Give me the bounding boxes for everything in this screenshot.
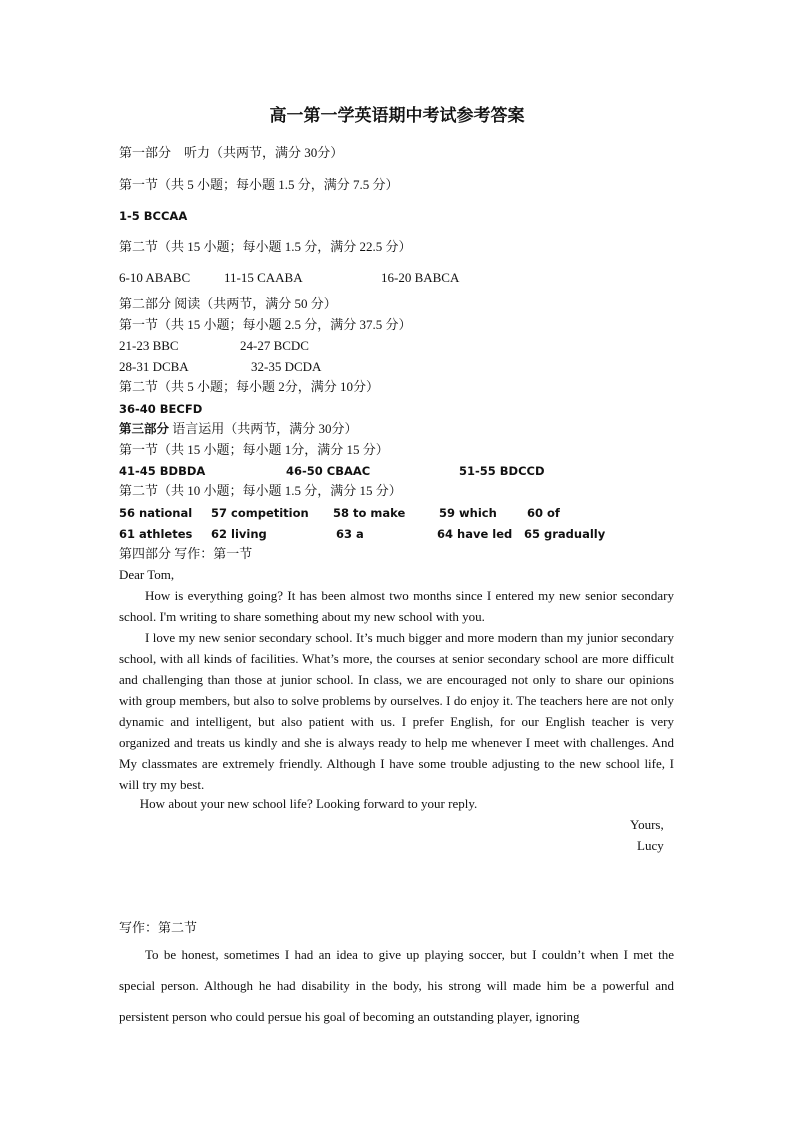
part3-sec1-heading: 第一节（共 15 小题；每小题 1分，满分 15 分）: [119, 442, 389, 457]
answer-62: 62 living: [211, 527, 267, 541]
part4-heading: 第四部分 写作：第一节: [119, 546, 253, 561]
answer-63: 63 a: [336, 527, 364, 541]
section2-heading: 写作：第二节: [119, 920, 198, 935]
letter-signature: Lucy: [637, 838, 664, 853]
part1-heading: 第一部分 听力（共两节，满分 30分）: [119, 145, 344, 160]
answer-60: 60 of: [527, 506, 560, 520]
letter-closing: Yours,: [630, 817, 664, 832]
answer-58: 58 to make: [333, 506, 406, 520]
answer-32-35: 32-35 DCDA: [251, 359, 322, 374]
answer-24-27: 24-27 BCDC: [240, 338, 309, 353]
document-title: 高一第一学英语期中考试参考答案: [269, 106, 525, 125]
letter-paragraph-2: I love my new senior secondary school. It’s much bigger and more modern than my junior secondary school, with all kinds of facilities. What’s more, the courses at senior secondary school are more difficult and challenging than those at junior school. In class, we are encouraged not only to share our opinions with group members, but also to solve problems by ourselves. I do enjoy it. The teachers here are not only dynamic and intelligent, but also patient with us. I prefer English, for our English teacher is very organized and treats us kindly and she is always ready to help me whenever I meet with challenges. And My classmates are extremely friendly. Although I have some trouble adjusting to the new school life, I will try my best.: [119, 630, 674, 792]
answer-21-23: 21-23 BBC: [119, 338, 179, 353]
answer-6-10: 6-10 ABABC: [119, 270, 191, 285]
part3-sec2-heading: 第二节（共 10 小题；每小题 1.5 分，满分 15 分）: [119, 483, 402, 498]
answer-41-45: 41-45 BDBDA: [119, 464, 206, 478]
part2-heading: 第二部分 阅读（共两节，满分 50 分）: [119, 296, 337, 311]
answer-46-50: 46-50 CBAAC: [286, 464, 371, 478]
answer-57: 57 competition: [211, 506, 309, 520]
answer-59: 59 which: [439, 506, 497, 520]
part2-sec2-heading: 第二节（共 5 小题；每小题 2分，满分 10分）: [119, 379, 380, 394]
section2-paragraph-1: To be honest, sometimes I had an idea to give up playing soccer, but I couldn’t when I met the special person. Although he had disability in the body, his strong will made him be a powerful and persistent person who could persue his goal of becoming an outstanding player, ignoring: [119, 947, 674, 1024]
answer-51-55: 51-55 BDCCD: [459, 464, 545, 478]
part1-sec1-heading: 第一节（共 5 小题；每小题 1.5 分，满分 7.5 分）: [119, 177, 399, 192]
letter-paragraph-1: How is everything going? It has been almost two months since I entered my new senior secondary school. I'm writing to share something about my new school with you.: [119, 588, 674, 624]
answer-16-20: 16-20 BABCA: [381, 270, 460, 285]
answer-28-31: 28-31 DCBA: [119, 359, 189, 374]
part3-heading-bold: 第三部分: [119, 421, 170, 436]
part3-heading-rest: 语言运用（共两节，满分 30分）: [169, 421, 358, 436]
answer-11-15: 11-15 CAABA: [224, 270, 303, 285]
part3-heading: [119, 421, 358, 437]
part1-sec2-heading: 第二节（共 15 小题；每小题 1.5 分，满分 22.5 分）: [119, 239, 412, 254]
answer-56: 56 national: [119, 506, 193, 520]
answer-64: 64 have led: [437, 527, 513, 541]
part2-sec2-answers: 36-40 BECFD: [119, 402, 203, 416]
letter-salutation: Dear Tom,: [119, 567, 175, 582]
part2-sec1-heading: 第一节（共 15 小题；每小题 2.5 分，满分 37.5 分）: [119, 317, 412, 332]
answer-61: 61 athletes: [119, 527, 193, 541]
answer-65: 65 gradually: [524, 527, 606, 541]
letter-paragraph-3: How about your new school life? Looking forward to your reply.: [139, 796, 478, 811]
part1-sec1-answers: 1-5 BCCAA: [119, 209, 188, 223]
